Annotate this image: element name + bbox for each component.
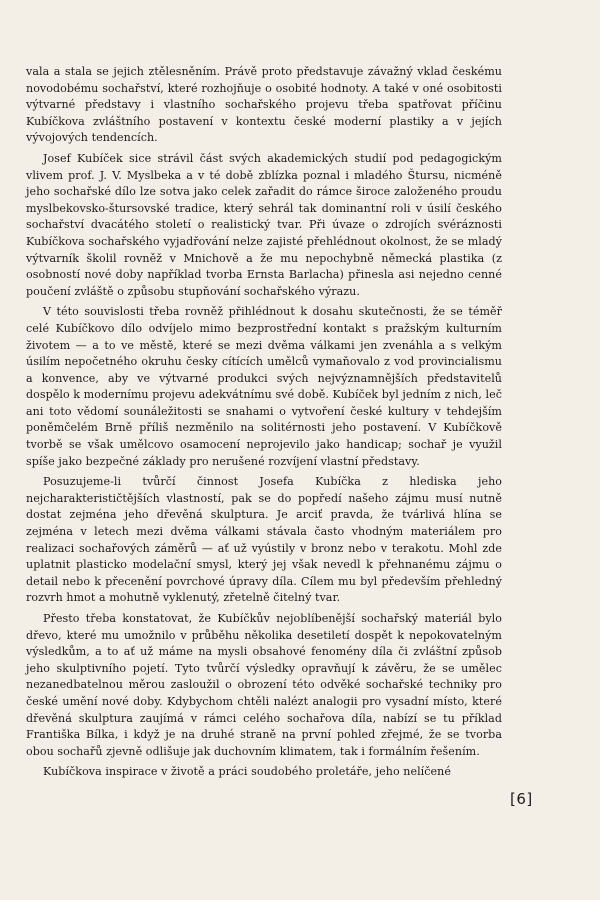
paragraph: Josef Kubíček sice strávil část svých akademických studií pod pedagogickým vlivem prof. J. V. Myslbeka a v té době zblízka poznal i mladého Štursu, nicméně jeho sochařské dílo lze sotva jako celek zařadit do rámce široce založeného proudu myslbekovsko-štursovské tradice, který sehrál tak dominantní roli v úsilí českého sochařství dvacátého století o realistický tvar. Při úvaze o zdrojích svéráznosti Kubíčkova sochařského vyjadřování nelze zajisté přehlédnout okolnost, že se mladý výtvarník školil rovněž v Mnichově a že mu nepochybně německá plastika (z osobností nové doby například tvorba Ernsta Barlacha) přinesla asi nejedno cenné poučení zvláště o způsobu stupňování sochařského výrazu. [26, 151, 502, 298]
paragraph-last-line: Kubíčkova inspirace v životě a práci soudobého proletáře, jeho nelíčené [43, 765, 451, 779]
paragraph: Přesto třeba konstatovat, že Kubíčkův nejoblíbenější sochařský materiál bylo dřevo, které mu umožnilo v průběhu několika desetiletí dospět k nepokovatelným výsledkům, a to ať už máme na mysli obsahové fenomény díla či zvláštní způsob jeho skulptivního pojetí. Tyto tvůrčí výsledky opravňují k závěru, že se umělec nezanedbatelnou měrou zasloužil o obrození této odvěké sochařské techniky pro české umění nové doby. Kdybychom chtěli nalézt analogii pro vysadní místo, které dřevěná skulptura zaujímá v rámci celého sochařova díla, nabízí se tu příklad Františka Bílka, i když je na druhé straně na první pohled zřejmé, že se tvorba obou sochařů zjevně odlišuje jak duchovním klimatem, tak i formálním řešením. [26, 612, 502, 758]
body-text [26, 64, 502, 785]
paragraph: V této souvislosti třeba rovněž přihlédnout k dosahu skutečnosti, že se téměř celé Kubíčkovo dílo odvíjelo mimo bezprostřední kontakt s pražským kulturním životem — a to ve městě, které se mezi dvěma válkami jen zvenáhla a s velkým úsilím nepočetného okruhu česky cítících umělců vymaňovalo z vod provincialismu a konvence, aby ve výtvarné produkci svých nejvýznamnějších představitelů dospělo k modernímu projevu adekvátnímu své době. Kubíček byl jedním z nich, leč ani toto vědomí sounáležitosti se snahami o vytvoření české kultury v tehdejším poněmčelém Brně příliš nezměnilo na solitérnosti jeho postavení. V Kubíčkově tvorbě se však umělcovo osamocení neprojevilo jako handicap; sochař je využil spíše jako bezpečné základy pro nerušené rozvíjení vlastní představy. [26, 305, 502, 468]
paragraph: Posuzujeme-li tvůrčí činnost Josefa Kubíčka z hlediska jeho nejcharakterističtějších vlastností, pak se do popředí našeho zájmu musí nutně dostat zejména jeho dřevěná skulptura. Je arciť pravda, že tvárlivá hlína se zejména v letech mezi dvěma válkami stávala často vhodným materiálem pro realizaci sochařových záměrů — ať už vyústily v bronz nebo v terakotu. Mohl zde uplatnit plasticko modelační smysl, který jej však nevedl k přehnanému zájmu o detail nebo k přecenění povrchové úpravy díla. Cílem mu byl především přehledný rozvrh hmot a mohutně vyklenutý, zřetelně čitelný tvar. [26, 475, 502, 605]
paragraph-continuation: vala a stala se jejich ztělesněním. Právě proto představuje závažný vklad českému novodobému sochařství, které rozhojňuje o osobité hodnoty. A také v oné osobitosti výtvarné představy i vlastního sochařského projevu třeba spatřovat příčinu Kubíčkova zvláštního postavení v kontextu české moderní plastiky a v jejích vývojových tendencích. [26, 65, 502, 145]
page-number: [6] [510, 790, 533, 808]
